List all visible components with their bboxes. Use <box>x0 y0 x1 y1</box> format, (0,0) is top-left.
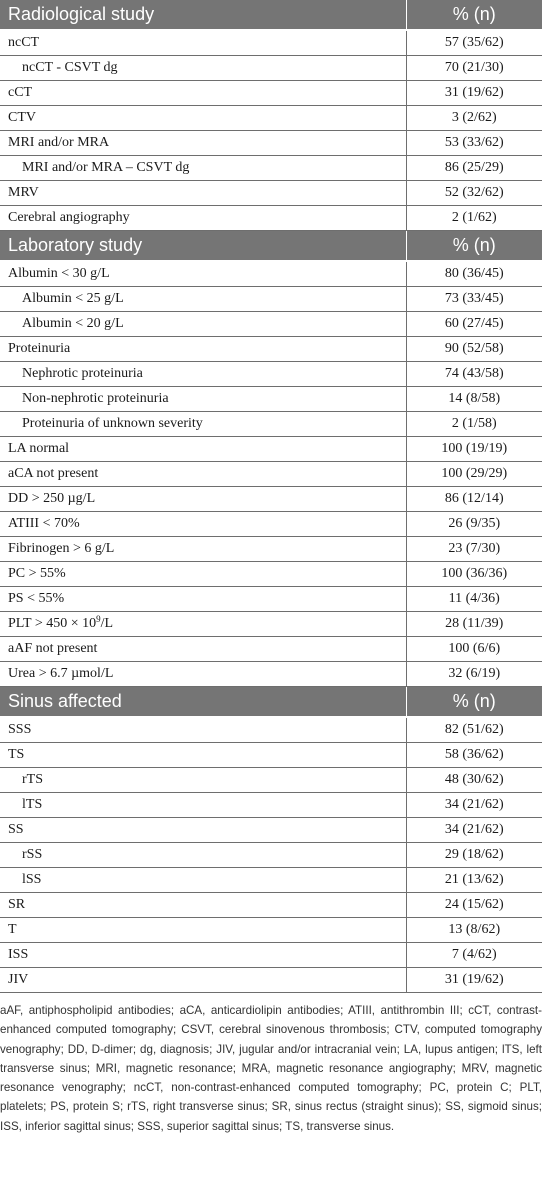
row-label: LA normal <box>0 437 406 462</box>
row-value: 31 (19/62) <box>406 968 542 993</box>
row-label: TS <box>0 743 406 768</box>
table-row <box>0 818 542 843</box>
row-label: DD > 250 µg/L <box>0 487 406 512</box>
table-footnote: aAF, antiphospholipid antibodies; aCA, anticardiolipin antibodies; ATIII, antithrombin III; cCT, contrast-enhanced computed tomography; CSVT, cerebral sinovenous thrombosis; CTV, computed tomography venography; DD, D-dimer; dg, diagnosis; JIV, jugular and/or intracranial vein; LA, lupus antigen; lTS, left transverse sinus; MRI, magnetic resonance; MRA, magnetic resonance angiography; MRV, magnetic resonance venography; ncCT, non-contrast-enhanced computed tomography; PC, protein C; PLT, platelets; PS, protein S; rTS, right transverse sinus; SR, sinus rectus (straight sinus); SS, sigmoid sinus; ISS, inferior sagittal sinus; SSS, superior sagittal sinus; TS, transverse sinus. <box>0 1004 542 1133</box>
row-label: ISS <box>0 943 406 968</box>
row-value: 31 (19/62) <box>406 81 542 106</box>
section-header-row <box>0 687 542 718</box>
row-label: SSS <box>0 717 406 743</box>
table-row <box>0 637 542 662</box>
row-value: 11 (4/36) <box>406 587 542 612</box>
table-row <box>0 918 542 943</box>
table-row <box>0 743 542 768</box>
table-row <box>0 537 542 562</box>
row-label-superscript: 9 <box>96 614 101 624</box>
table-row <box>0 612 542 637</box>
table-row <box>0 943 542 968</box>
section-header-value-label: % (n) <box>406 231 542 262</box>
row-label: JIV <box>0 968 406 993</box>
row-label <box>0 612 406 637</box>
table-row <box>0 462 542 487</box>
row-label: SR <box>0 893 406 918</box>
table-row <box>0 337 542 362</box>
row-value: 14 (8/58) <box>406 387 542 412</box>
row-value: 73 (33/45) <box>406 287 542 312</box>
section-header-label: Sinus affected <box>0 687 406 718</box>
table-row <box>0 362 542 387</box>
row-value: 29 (18/62) <box>406 843 542 868</box>
row-label: lSS <box>0 868 406 893</box>
row-label: MRV <box>0 181 406 206</box>
table-row <box>0 287 542 312</box>
table-row <box>0 261 542 287</box>
row-label: rSS <box>0 843 406 868</box>
section-header-label: Radiological study <box>0 0 406 30</box>
table-row <box>0 312 542 337</box>
row-label: Fibrinogen > 6 g/L <box>0 537 406 562</box>
table-row <box>0 662 542 687</box>
table-row <box>0 587 542 612</box>
row-value: 70 (21/30) <box>406 56 542 81</box>
row-value: 21 (13/62) <box>406 868 542 893</box>
row-value: 100 (6/6) <box>406 637 542 662</box>
row-label: MRI and/or MRA <box>0 131 406 156</box>
row-value: 60 (27/45) <box>406 312 542 337</box>
row-value: 34 (21/62) <box>406 818 542 843</box>
row-value: 26 (9/35) <box>406 512 542 537</box>
row-value: 86 (12/14) <box>406 487 542 512</box>
section-header-value-label: % (n) <box>406 0 542 30</box>
table-row <box>0 868 542 893</box>
row-label: ATIII < 70% <box>0 512 406 537</box>
row-value: 74 (43/58) <box>406 362 542 387</box>
row-label: ncCT - CSVT dg <box>0 56 406 81</box>
row-label: cCT <box>0 81 406 106</box>
row-value: 82 (51/62) <box>406 717 542 743</box>
table-row <box>0 717 542 743</box>
row-value: 100 (29/29) <box>406 462 542 487</box>
row-label: MRI and/or MRA – CSVT dg <box>0 156 406 181</box>
row-label: Urea > 6.7 µmol/L <box>0 662 406 687</box>
row-label: aCA not present <box>0 462 406 487</box>
row-label: PC > 55% <box>0 562 406 587</box>
row-value: 86 (25/29) <box>406 156 542 181</box>
row-value: 2 (1/62) <box>406 206 542 231</box>
table-row <box>0 893 542 918</box>
row-label: Nephrotic proteinuria <box>0 362 406 387</box>
table-row <box>0 487 542 512</box>
row-value: 7 (4/62) <box>406 943 542 968</box>
row-label-unit: /L <box>100 616 114 631</box>
row-label: Cerebral angiography <box>0 206 406 231</box>
table-row <box>0 512 542 537</box>
table-row <box>0 387 542 412</box>
table-row <box>0 793 542 818</box>
table-row <box>0 768 542 793</box>
section-header-row <box>0 231 542 262</box>
row-label: SS <box>0 818 406 843</box>
row-value: 24 (15/62) <box>406 893 542 918</box>
row-label: Proteinuria <box>0 337 406 362</box>
row-value: 90 (52/58) <box>406 337 542 362</box>
row-value: 100 (19/19) <box>406 437 542 462</box>
table-row <box>0 562 542 587</box>
row-value: 23 (7/30) <box>406 537 542 562</box>
table-row <box>0 181 542 206</box>
row-label: lTS <box>0 793 406 818</box>
table-row <box>0 412 542 437</box>
row-value: 80 (36/45) <box>406 261 542 287</box>
row-label: rTS <box>0 768 406 793</box>
row-label: Non-nephrotic proteinuria <box>0 387 406 412</box>
section-header-value-label: % (n) <box>406 687 542 718</box>
row-label: ncCT <box>0 30 406 56</box>
table-row <box>0 206 542 231</box>
row-label: Albumin < 30 g/L <box>0 261 406 287</box>
row-label: Albumin < 25 g/L <box>0 287 406 312</box>
row-label: CTV <box>0 106 406 131</box>
section-header-label: Laboratory study <box>0 231 406 262</box>
row-label: Albumin < 20 g/L <box>0 312 406 337</box>
section-header-row <box>0 0 542 30</box>
table-row <box>0 156 542 181</box>
table-row <box>0 843 542 868</box>
row-value: 57 (35/62) <box>406 30 542 56</box>
row-label: T <box>0 918 406 943</box>
row-label: Proteinuria of unknown severity <box>0 412 406 437</box>
row-label-text: PLT > 450 × 10 <box>8 616 97 631</box>
row-value: 3 (2/62) <box>406 106 542 131</box>
table-row <box>0 968 542 993</box>
table-row <box>0 81 542 106</box>
table-row <box>0 56 542 81</box>
table-row <box>0 106 542 131</box>
row-value: 52 (32/62) <box>406 181 542 206</box>
row-value: 48 (30/62) <box>406 768 542 793</box>
table-row <box>0 131 542 156</box>
row-value: 100 (36/36) <box>406 562 542 587</box>
row-value: 2 (1/58) <box>406 412 542 437</box>
table-row <box>0 30 542 56</box>
row-value: 34 (21/62) <box>406 793 542 818</box>
row-value: 53 (33/62) <box>406 131 542 156</box>
row-value: 32 (6/19) <box>406 662 542 687</box>
row-value: 58 (36/62) <box>406 743 542 768</box>
table-row <box>0 437 542 462</box>
row-label: aAF not present <box>0 637 406 662</box>
row-value: 28 (11/39) <box>406 612 542 637</box>
row-value: 13 (8/62) <box>406 918 542 943</box>
row-label: PS < 55% <box>0 587 406 612</box>
